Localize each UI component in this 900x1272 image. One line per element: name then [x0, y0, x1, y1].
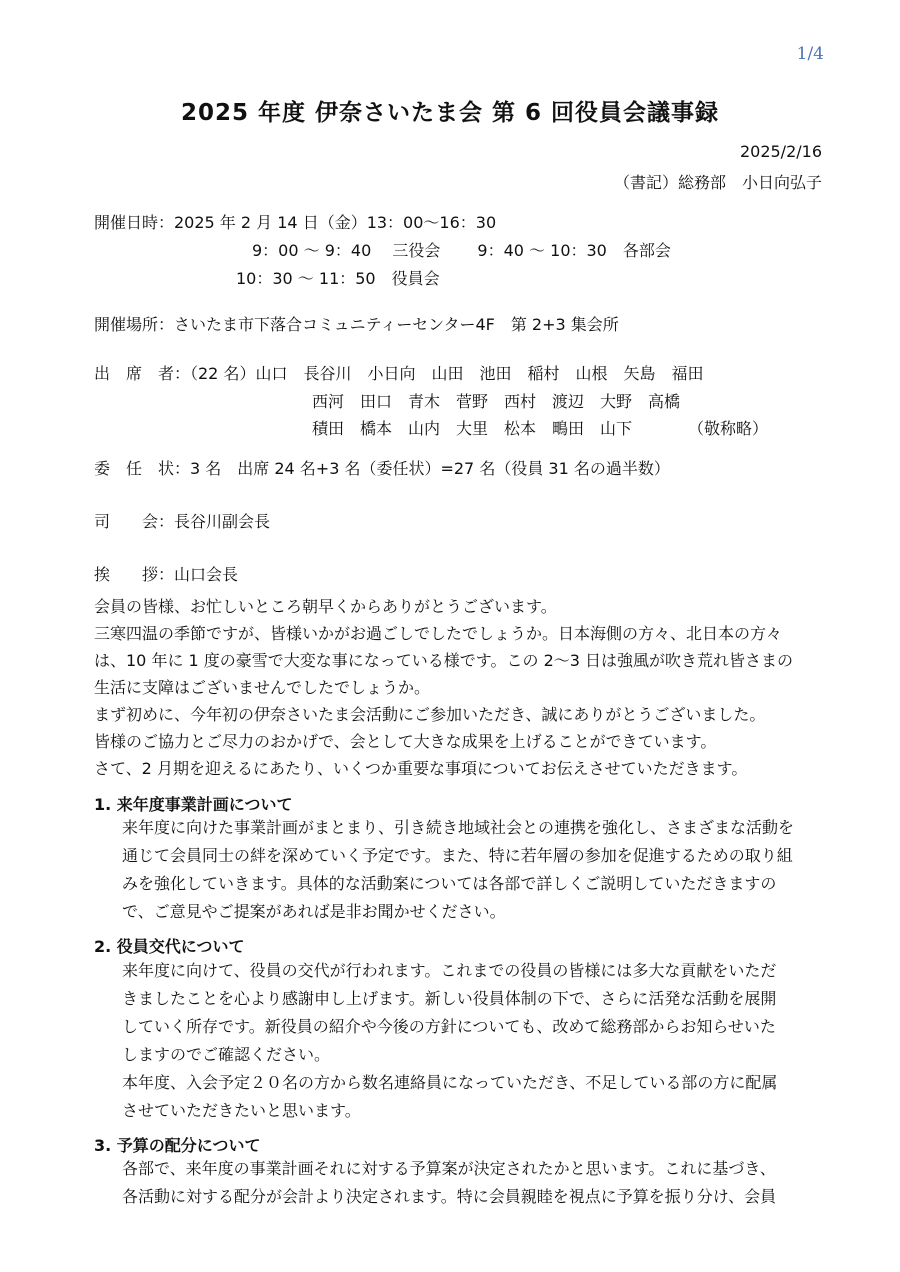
greeting-line: は、10 年に 1 度の豪雪で大変な事になっている様です。この 2〜3 日は強風が吹き荒れ皆さまの	[94, 651, 794, 670]
greeting-line: 皆様のご協力とご尽力のおかげで、会として大きな成果を上げることができています。	[94, 732, 717, 751]
section-line: 来年度に向けて、役員の交代が行われます。これまでの役員の皆様には多大な貢献をいただ	[122, 961, 777, 980]
section-line: 各部で、来年度の事業計画それに対する予算案が決定されたかと思います。これに基づき、	[122, 1159, 776, 1178]
meeting-time-line-2: 9：00 〜 9：40 三役会 9：40 〜 10：30 各部会	[252, 241, 671, 260]
section-line: 各活動に対する配分が会計より決定されます。特に会員親睦を視点に予算を振り分け、会員	[122, 1187, 777, 1206]
greeting-line: 会員の皆様、お忙しいところ朝早くからありがとうございます。	[94, 597, 557, 616]
attendees-line-2: 西河 田口 青木 菅野 西村 渡辺 大野 高橋	[312, 392, 681, 411]
greeting-label: 挨 拶：山口会長	[94, 565, 239, 584]
greeting-line: まず初めに、今年初の伊奈さいたま会活動にご参加いただき、誠にありがとうございました。	[94, 705, 766, 724]
section-line: 本年度、入会予定２０名の方から数名連絡員になっていただき、不足している部の方に配属	[122, 1073, 778, 1092]
section-body	[122, 957, 842, 1125]
section-line: 通じて会員同士の絆を深めていく予定です。また、特に若年層の参加を促進するための取り組	[122, 846, 793, 865]
page-number: 1/4	[796, 44, 824, 64]
section-heading: 1. 来年度事業計画について	[94, 795, 293, 814]
section-line: しますのでご確認ください。	[122, 1045, 331, 1064]
secretary-credit: （書記）総務部 小日向弘子	[613, 173, 822, 192]
section-body	[122, 1155, 842, 1211]
section-line: 来年度に向けた事業計画がまとまり、引き続き地域社会との連携を強化し、さまざまな活動を	[122, 818, 795, 837]
proxy-count: 委 任 状：3 名 出席 24 名+3 名（委任状）=27 名（役員 31 名の過半数）	[94, 459, 670, 478]
section-line: きましたことを心より感謝申し上げます。新しい役員体制の下で、さらに活発な活動を展開	[122, 989, 777, 1008]
greeting-line: 生活に支障はございませんでしたでしょうか。	[94, 678, 431, 697]
greeting-body	[94, 593, 834, 782]
section-heading: 2. 役員交代について	[94, 937, 245, 956]
section-line: みを強化していきます。具体的な活動案については各部で詳しくご説明していただきますの	[122, 874, 777, 893]
document-title: 2025 年度 伊奈さいたま会 第 6 回役員会議事録	[180, 100, 720, 126]
section-heading: 3. 予算の配分について	[94, 1136, 261, 1155]
section-body	[122, 814, 842, 926]
moderator: 司 会：長谷川副会長	[94, 512, 271, 531]
venue: 開催場所：さいたま市下落合コミュニティーセンター4F 第 2+3 集会所	[94, 315, 619, 334]
greeting-line: 三寒四温の季節ですが、皆様いかがお過ごしでしたでしょうか。日本海側の方々、北日本の方々	[94, 624, 783, 643]
meeting-time-line-1: 開催日時：2025 年 2 月 14 日（金）13：00〜16：30	[94, 213, 497, 232]
meeting-time-line-3: 10：30 〜 11：50 役員会	[236, 269, 440, 288]
section-line: していく所存です。新役員の紹介や今後の方針についても、改めて総務部からお知らせいた	[122, 1017, 776, 1036]
attendees-line-1: 出 席 者：（22 名）山口 長谷川 小日向 山田 池田 稲村 山根 矢島 福田	[94, 364, 704, 383]
section-line: で、ご意見やご提案があれば是非お聞かせください。	[122, 902, 506, 921]
document-date: 2025/2/16	[739, 142, 822, 161]
section-line: させていただきたいと思います。	[122, 1101, 361, 1120]
attendees-line-3: 積田 橋本 山内 大里 松本 鴫田 山下 （敬称略）	[312, 419, 769, 438]
greeting-line: さて、2 月期を迎えるにあたり、いくつか重要な事項についてお伝えさせていただきます。	[94, 759, 748, 778]
